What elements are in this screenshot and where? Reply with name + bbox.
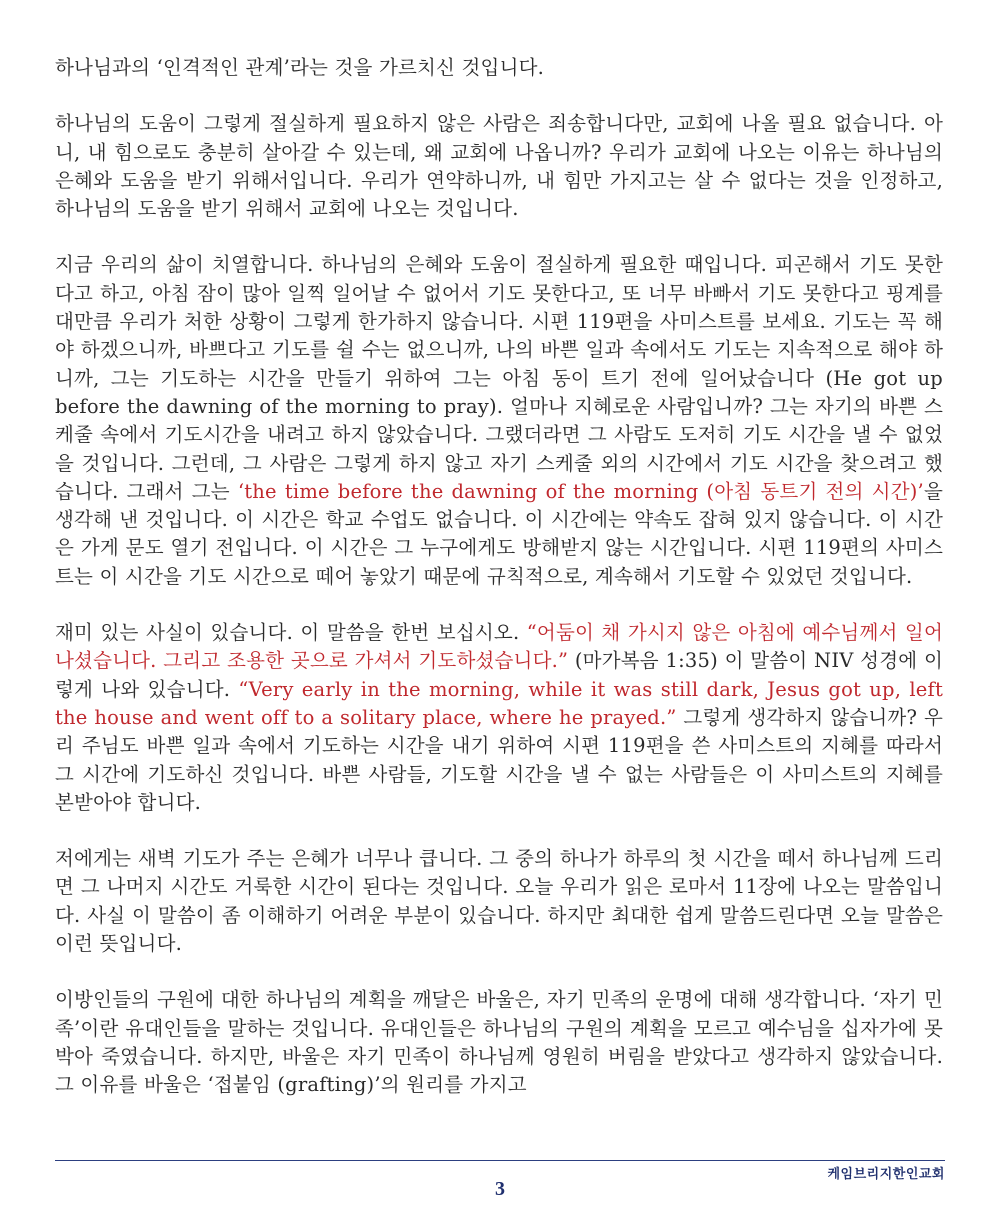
paragraph-4	[55, 619, 943, 817]
paragraph-3	[55, 251, 943, 591]
paragraph-text: 하나님의 도움이 그렇게 절실하게 필요하지 않은 사람은 죄송합니다만, 교회에 나올 필요 없습니다. 아니, 내 힘으로도 충분히 살아갈 수 있는데, 왜 교회에 나옵니까? 우리가 교회에 나오는 이유는 하나님의 은혜와 도움을 받기 위해서입니다. 우리가 연약하니까, 내 힘만 가지고는 살 수 없다는 것을 인정하고, 하나님의 도움을 받기 위해서 교회에 나오는 것입니다.	[55, 112, 943, 221]
paragraph-text: 을 생각해 낸 것입니다. 이 시간은 학교 수업도 없습니다. 이 시간에는 약속도 잡혀 있지 않습니다. 이 시간은 가게 문도 열기 전입니다. 이 시간은 그 누구에게도 방해받지 않는 시간입니다. 시편 119편의 사미스트는 이 시간을 기도 시간으로 떼어 놓았기 때문에 규칙적으로, 계속해서 기도할 수 있었던 것입니다.	[55, 479, 943, 588]
highlighted-quote: ‘the time before the dawning of the morning (아침 동트기 전의 시간)’	[237, 479, 924, 503]
highlighted-scripture-korean: “어둠이 채 가시지 않은 아침에 예수님께서 일어나셨습니다. 그리고 조용한 곳으로 가셔서 기도하셨습니다.”	[55, 621, 943, 673]
paragraph-text: 그렇게 생각하지 않습니까? 우리 주님도 바쁜 일과 속에서 기도하는 시간을 내기 위하여 시편 119편을 쓴 사미스트의 지혜를 따라서 그 시간에 기도하신 것입니다. 바쁜 사람들, 기도할 시간을 낼 수 없는 사람들은 이 사미스트의 지혜를 본받아야 합니다.	[55, 705, 943, 814]
paragraph-text: 저에게는 새벽 기도가 주는 은혜가 너무나 큽니다. 그 중의 하나가 하루의 첫 시간을 떼서 하나님께 드리면 그 나머지 시간도 거룩한 시간이 된다는 것입니다. 오늘 우리가 읽은 로마서 11장에 나오는 말씀입니다. 사실 이 말씀이 좀 이해하기 어려운 부분이 있습니다. 하지만 최대한 쉽게 말씀드린다면 오늘 말씀은 이런 뜻입니다.	[55, 847, 943, 956]
sermon-body	[55, 54, 943, 1128]
footer-church-name: 케임브리지한인교회	[827, 1167, 945, 1182]
paragraph-text: (마가복음 1:35) 이 말씀이 NIV 성경에 이렇게 나와 있습니다.	[55, 649, 943, 701]
paragraph-text: 지금 우리의 삶이 치열합니다. 하나님의 은혜와 도움이 절실하게 필요한 때입니다. 피곤해서 기도 못한다고 하고, 아침 잠이 많아 일찍 일어날 수 없어서 기도 못한다고, 또 너무 바빠서 기도 못한다고 핑계를 대만큼 우리가 처한 상황이 그렇게 한가하지 않습니다. 시편 119편을 사미스트를 보세요. 기도는 꼭 해야 하겠으니까, 바쁘다고 기도를 쉴 수는 없으니까, 나의 바쁜 일과 속에서도 기도는 지속적으로 해야 하니까, 그는 기도하는 시간을 만들기 위하여 그는 아침 동이 트기 전에 일어났습니다 (He got up before the dawning of the morning to pray). 얼마나 지혜로운 사람입니까? 그는 자기의 바쁜 스케줄 속에서 기도시간을 내려고 하지 않았습니다. 그랬더라면 그 사람도 도저히 기도 시간을 낼 수 없었을 것입니다. 그런데, 그 사람은 그렇게 하지 않고 자기 스케줄 외의 시간에서 기도 시간을 찾으려고 했습니다. 그래서 그는	[55, 253, 943, 503]
highlighted-scripture-english: “Very early in the morning, while it was still dark, Jesus got up, left the house and went off to a solitary place, where he prayed.”	[55, 677, 943, 729]
footer-divider	[55, 1160, 945, 1161]
paragraph-text: 이방인들의 구원에 대한 하나님의 계획을 깨달은 바울은, 자기 민족의 운명에 대해 생각합니다. ‘자기 민족’이란 유대인들을 말하는 것입니다. 유대인들은 하나님의 구원의 계획을 모르고 예수님을 십자가에 못박아 죽였습니다. 하지만, 바울은 자기 민족이 하나님께 영원히 버림을 받았다고 생각하지 않았습니다. 그 이유를 바울은 ‘접붙임 (grafting)’의 원리를 가지고	[55, 988, 943, 1097]
paragraph-text: 하나님과의 ‘인격적인 관계’라는 것을 가르치신 것입니다.	[55, 56, 545, 79]
paragraph-6	[55, 986, 943, 1099]
page-number: 3	[495, 1178, 505, 1200]
paragraph-text: 재미 있는 사실이 있습니다. 이 말씀을 한번 보십시오.	[55, 621, 527, 645]
paragraph-5	[55, 845, 943, 958]
paragraph-2	[55, 110, 943, 223]
paragraph-1	[55, 54, 943, 82]
